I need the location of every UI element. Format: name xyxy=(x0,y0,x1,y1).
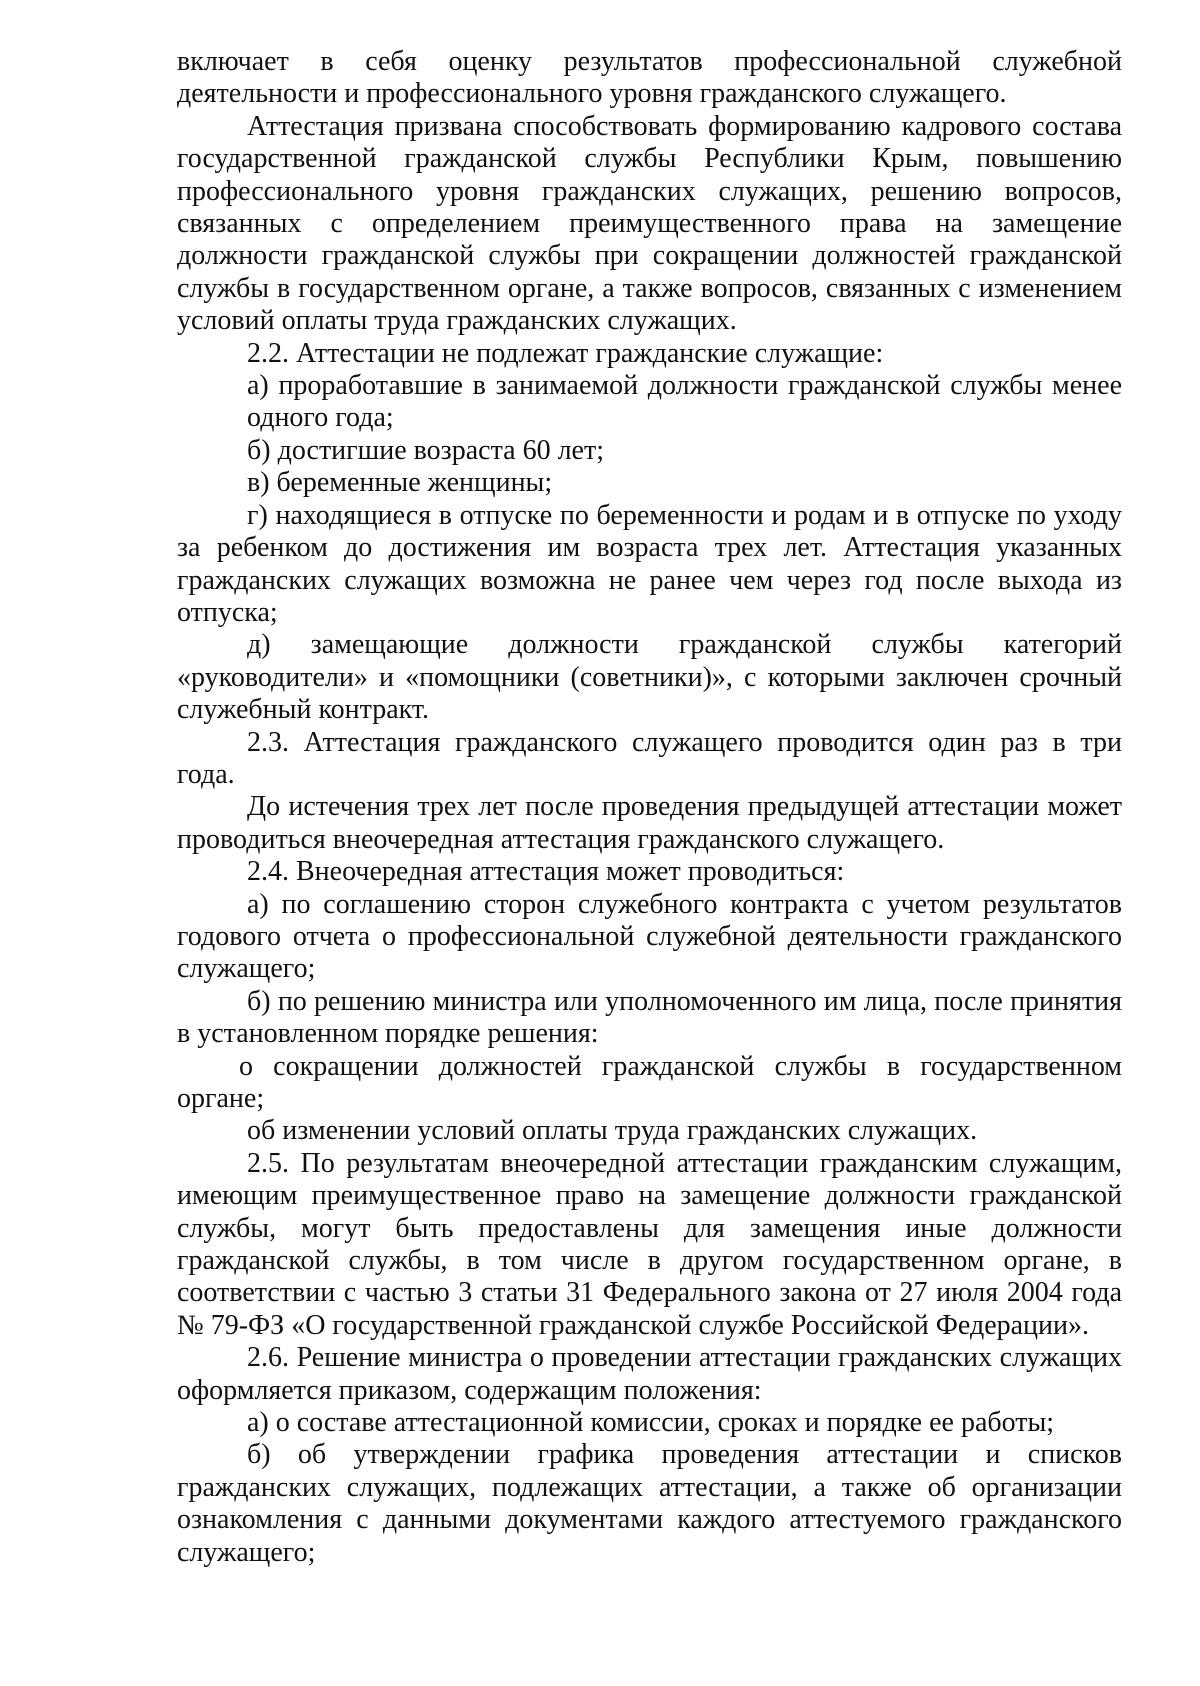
list-item-2-6-b: б) об утверждении графика проведения аттестации и списков гражданских служащих, подлежащих аттестации, а также об организации ознакомления с данными документами каждого аттестуемого гражданского служащего; xyxy=(177,1439,1122,1568)
paragraph-2-2: 2.2. Аттестации не подлежат гражданские служащие: xyxy=(247,337,884,369)
paragraph-2-6: 2.6. Решение министра о проведении аттестации гражданских служащих оформляется приказом, содержащим положения: xyxy=(177,1342,1122,1406)
list-item-2-2-v: в) беременные женщины; xyxy=(247,467,553,499)
list-item-2-4-b-reduction: о сокращении должностей гражданской службы в государственном органе; xyxy=(177,1050,1122,1114)
paragraph-2-4: 2.4. Внеочередная аттестация может проводиться: xyxy=(247,856,845,888)
list-item-2-4-a: а) по соглашению сторон служебного контракта с учетом результатов годового отчета о профессиональной служебной деятельности гражданского служащего; xyxy=(177,888,1122,985)
paragraph-intro-continuation: включает в себя оценку результатов профессиональной служебной деятельности и профессионального уровня гражданского служащего. xyxy=(177,46,1122,110)
paragraph-2-3-extraordinary: До истечения трех лет после проведения предыдущей аттестации может проводиться внеочередная аттестация гражданского служащего. xyxy=(177,791,1122,855)
paragraph-2-3: 2.3. Аттестация гражданского служащего проводится один раз в три года. xyxy=(177,726,1122,790)
paragraph-attestation-purpose: Аттестация призвана способствовать формированию кадрового состава государственной гражданской службы Республики Крым, повышению профессионального уровня гражданских служащих, решению вопросов, связанных с определением преимущественного права на замещение должности гражданской службы при сокращении должностей гражданской службы в государственном органе, а также вопросов, связанных с изменением условий оплаты труда гражданских служащих. xyxy=(177,110,1122,337)
paragraph-2-5: 2.5. По результатам внеочередной аттестации гражданским служащим, имеющим преимущественное право на замещение должности гражданской службы, могут быть предоставлены для замещения иные должности гражданской службы, в том числе в другом государственном органе, в соответствии с частью 3 статьи 31 Федерального закона от 27 июля 2004 года № 79-ФЗ «О государственной гражданской службе Российской Федерации». xyxy=(177,1147,1122,1341)
list-item-2-2-d: д) замещающие должности гражданской службы категорий «руководители» и «помощники (советники)», с которыми заключен срочный служебный контракт. xyxy=(177,629,1122,726)
list-item-2-4-b-pay-change: об изменении условий оплаты труда гражданских служащих. xyxy=(247,1115,978,1147)
list-item-2-4-b: б) по решению министра или уполномоченного им лица, после принятия в установленном порядке решения: xyxy=(177,985,1122,1050)
list-item-2-2-a: а) проработавшие в занимаемой должности гражданской службы менее одного года; xyxy=(247,370,1122,434)
list-item-2-6-a: а) о составе аттестационной комиссии, сроках и порядке ее работы; xyxy=(247,1407,1055,1439)
list-item-2-2-b: б) достигшие возраста 60 лет; xyxy=(247,434,604,466)
list-item-2-2-g: г) находящиеся в отпуске по беременности и родам и в отпуске по уходу за ребенком до достижения им возраста трех лет. Аттестация указанных гражданских служащих возможна не ранее чем через год после выхода из отпуска; xyxy=(177,499,1122,628)
document-page xyxy=(177,46,1122,1569)
